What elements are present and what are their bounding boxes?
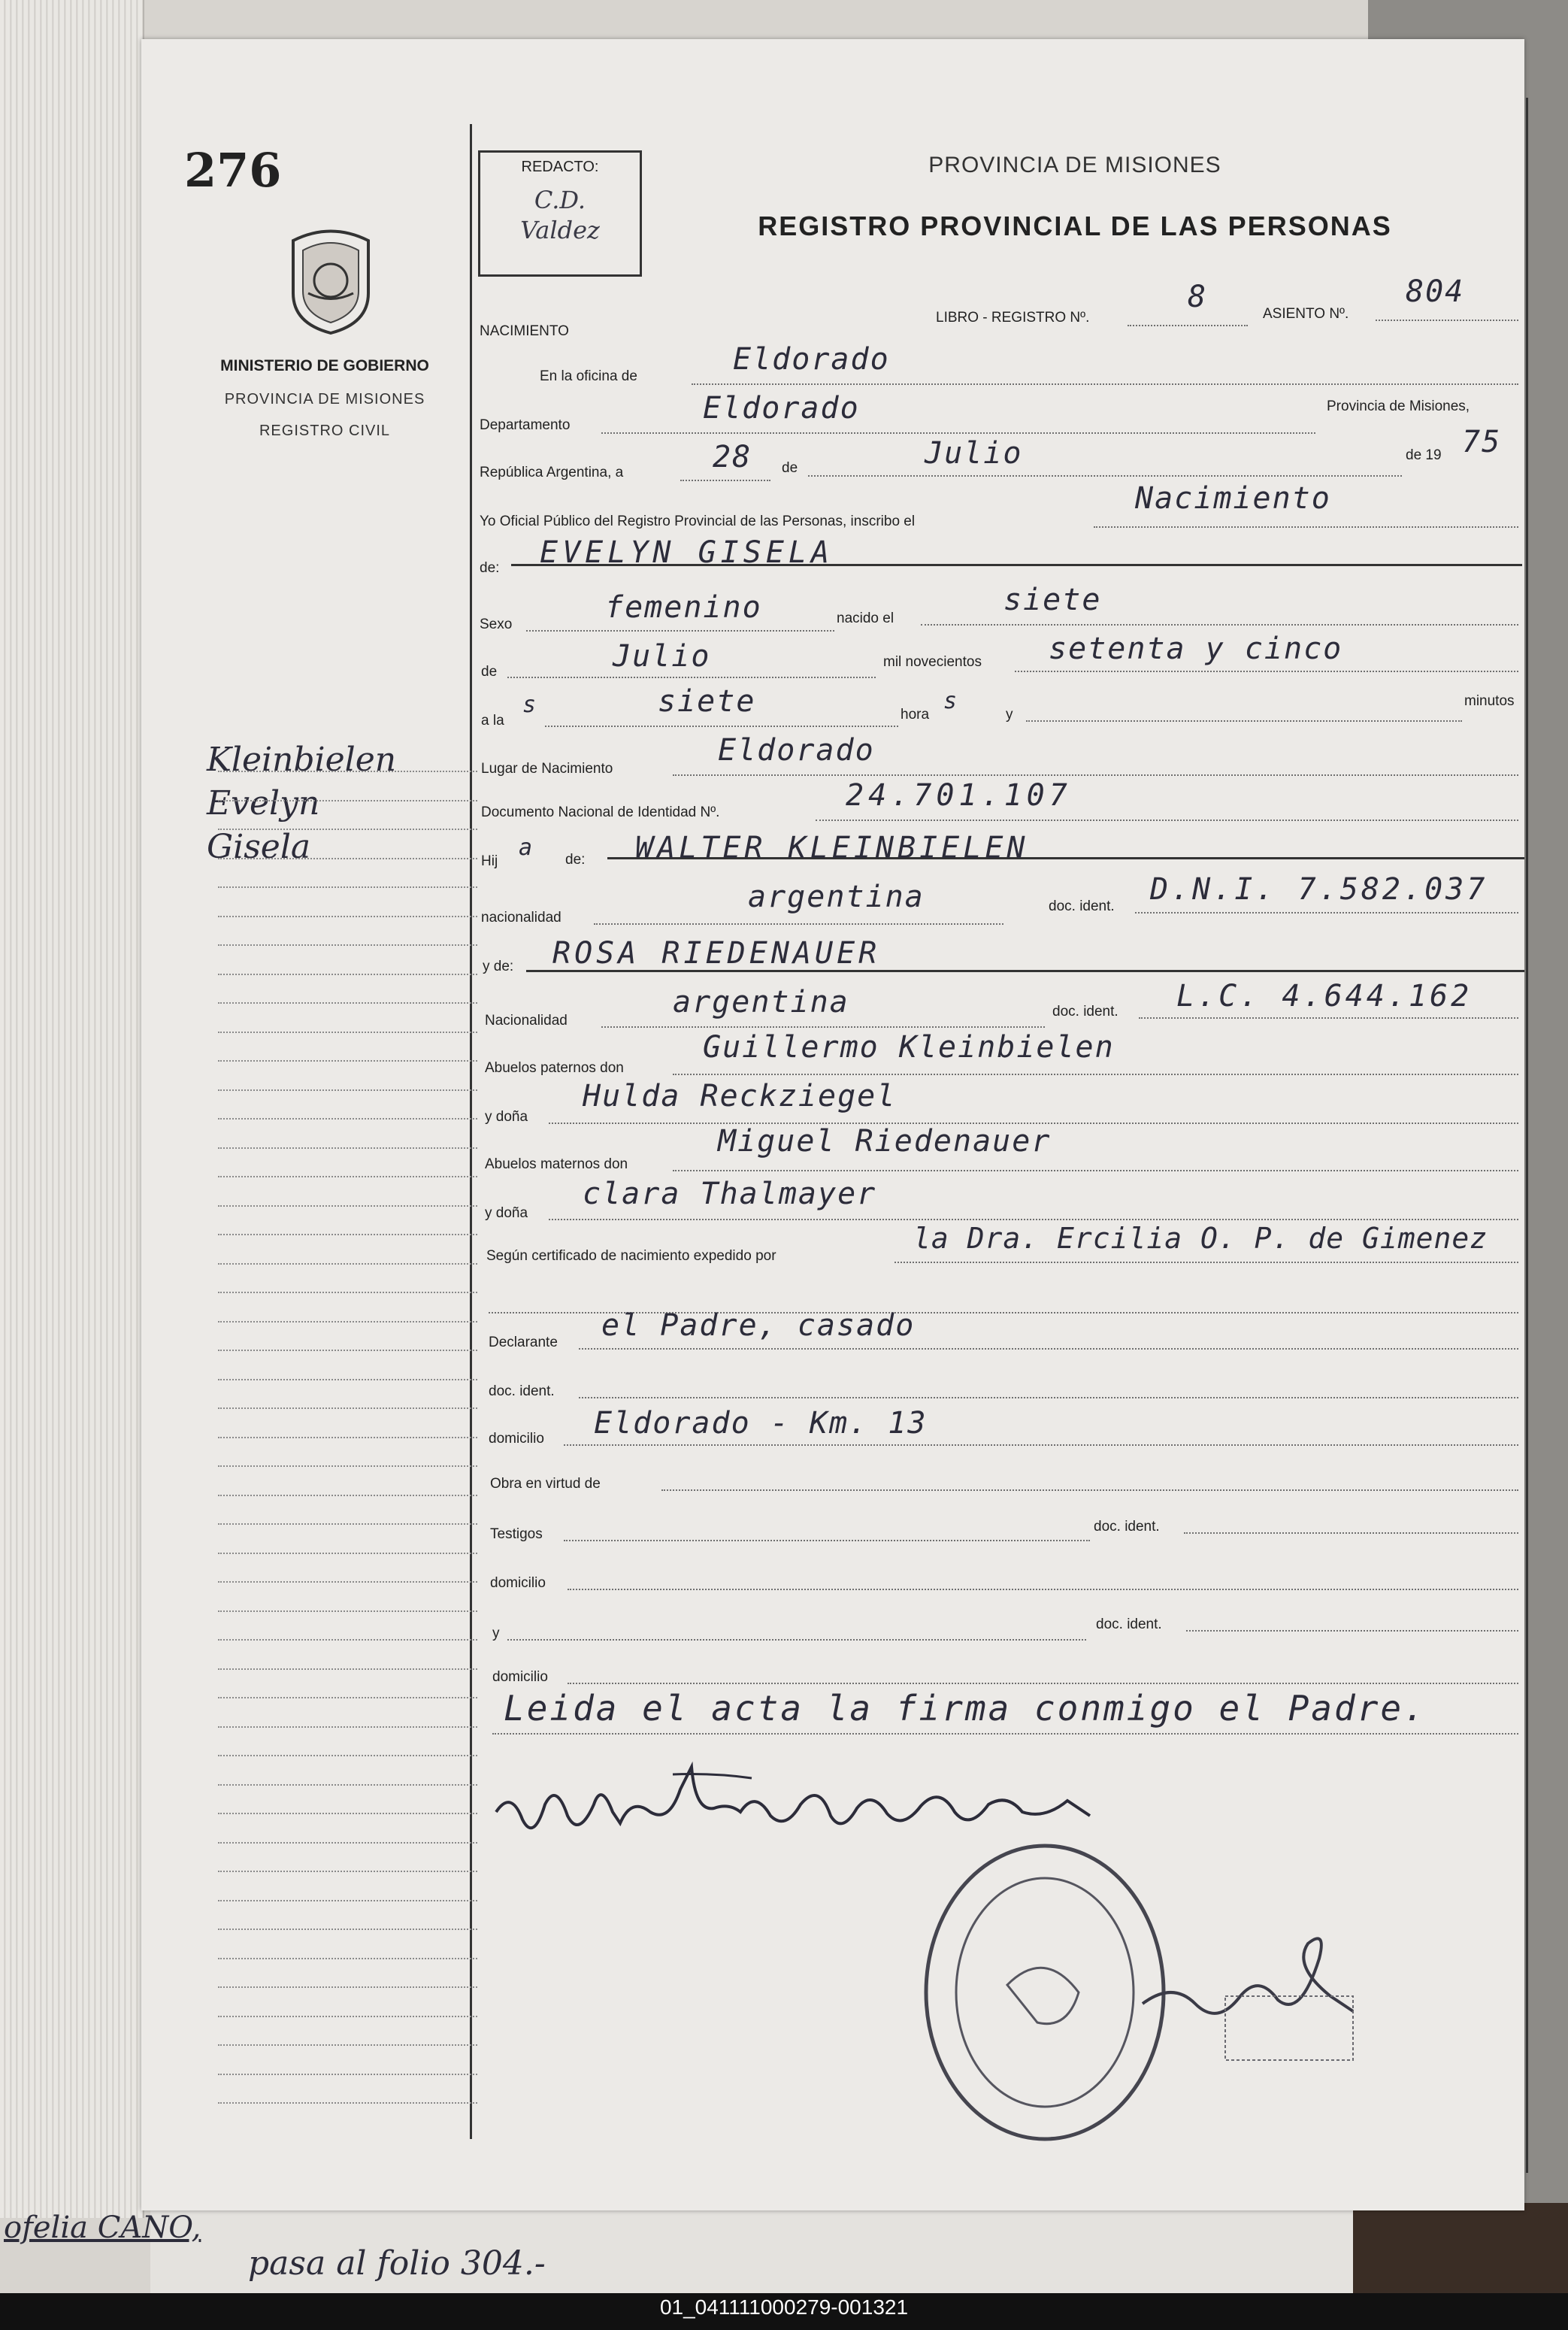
leida-text: Leida el acta la firma conmigo el Padre. [504, 1688, 1427, 1729]
left-column-rule [470, 124, 472, 2139]
bottom-note-right: pasa al folio 304.- [248, 2244, 546, 2283]
yo-oficial-label: Yo Oficial Público del Registro Provincial de las Personas, inscribo el [480, 514, 916, 529]
folio-number: 276 [184, 143, 282, 198]
anio-nac-line [1015, 671, 1518, 672]
margin-rule-line [218, 1407, 477, 1409]
abuelos-maternos-label: Abuelos maternos don [485, 1156, 628, 1172]
hij-value: a [519, 835, 534, 861]
margin-rule-line [218, 1900, 477, 1901]
margin-rule-line [218, 1321, 477, 1323]
departamento-line [601, 432, 1315, 434]
margin-rule-line [218, 1813, 477, 1814]
doc-testigo2-line [1186, 1630, 1518, 1632]
bottom-note-left: ofelia CANO, [4, 2210, 201, 2245]
doc-ident-testigo1-label: doc. ident. [1094, 1519, 1160, 1535]
y-de-label: y de: [483, 959, 514, 974]
margin-rule-line [218, 1002, 477, 1004]
mil-novecientos-label: mil novecientos [883, 654, 982, 670]
margin-rule-line [218, 1032, 477, 1033]
segun-label: Según certificado de nacimiento expedido por [486, 1248, 776, 1264]
domicilio-testigo2-label: domicilio [492, 1669, 548, 1685]
oficina-value: Eldorado [733, 342, 890, 377]
asiento-line [1376, 320, 1518, 321]
header-province: PROVINCIA DE MISIONES [928, 153, 1221, 177]
departamento-value: Eldorado [703, 391, 860, 426]
margin-rule-line [218, 858, 477, 859]
margin-note-surname: Kleinbielen [207, 741, 397, 779]
de-anio-label: de 19 [1406, 447, 1442, 463]
nac-padre-value: argentina [748, 880, 925, 914]
abuela-mat-line [549, 1219, 1518, 1220]
de-label: de [782, 460, 798, 476]
a-la-label: a la [481, 713, 504, 729]
testigo2-line [507, 1639, 1086, 1641]
leida-line [492, 1733, 1518, 1735]
domicilio-line [564, 1444, 1518, 1446]
nacimiento-label: NACIMIENTO [480, 323, 569, 339]
nacido-el-line [921, 624, 1518, 626]
margin-rule-line [218, 1610, 477, 1612]
margin-rule-line [218, 1060, 477, 1062]
footer-document-id: 01_041111000279-001321 [659, 2295, 909, 2319]
background-surface [1353, 2203, 1568, 2293]
registry-label-left: REGISTRO CIVIL [259, 423, 391, 439]
page-stack-edges [0, 0, 144, 2218]
margin-rule-line [218, 1784, 477, 1786]
margin-rule-line [218, 1205, 477, 1207]
margin-rule-line [218, 1263, 477, 1265]
certificado-value: la Dra. Ercilia O. P. de Gimenez [913, 1222, 1488, 1255]
mes-value: Julio [925, 436, 1023, 471]
abuelo-mat-line [673, 1170, 1518, 1171]
doc-padre-value: D.N.I. 7.582.037 [1150, 872, 1488, 907]
margin-rule-line [218, 1089, 477, 1091]
margin-rule-line [218, 1986, 477, 1988]
nombre-value: EVELYN GISELA [540, 535, 834, 570]
nac-padre-line [594, 923, 1003, 925]
y-dona-pat-label: y doña [485, 1109, 528, 1125]
margin-rule-line [218, 800, 477, 801]
official-signature [1128, 1913, 1368, 2064]
domicilio-label: domicilio [489, 1431, 544, 1447]
testigos-label: Testigos [490, 1526, 543, 1542]
margin-rule-line [218, 1726, 477, 1728]
asiento-label: ASIENTO Nº. [1263, 306, 1349, 322]
province-label-left: PROVINCIA DE MISIONES [224, 391, 425, 408]
anio-nac-value: setenta y cinco [1049, 632, 1343, 666]
lugar-line [673, 774, 1518, 776]
abuela-pat-value: Hulda Reckziegel [583, 1079, 897, 1113]
doc-ident-declarante-label: doc. ident. [489, 1383, 555, 1399]
nacionalidad-madre-label: Nacionalidad [485, 1013, 568, 1029]
certificado-line [894, 1262, 1518, 1263]
doc-ident-madre-label: doc. ident. [1052, 1004, 1118, 1020]
hora-line [545, 726, 898, 727]
sexo-value: femenino [605, 590, 762, 625]
redacto-box [478, 150, 642, 277]
dni-value: 24.701.107 [846, 778, 1072, 813]
abuelo-pat-value: Guillermo Kleinbielen [703, 1030, 1115, 1065]
hora-value: siete [658, 684, 756, 719]
margin-rule-line [218, 1581, 477, 1583]
libro-value: 8 [1188, 280, 1208, 314]
margin-rule-line [218, 1147, 477, 1149]
abuelo-pat-line [673, 1074, 1518, 1075]
de-padre-label: de: [565, 852, 586, 868]
hora-suffix: s [943, 688, 959, 714]
acto-value: Nacimiento [1135, 481, 1331, 516]
declarante-line [579, 1348, 1518, 1350]
margin-rule-line [218, 1639, 477, 1641]
margin-rule-line [218, 829, 477, 830]
nacido-el-label: nacido el [837, 611, 894, 626]
domicilio-testigo1-line [568, 1589, 1518, 1590]
sexo-label: Sexo [480, 617, 513, 632]
ministry-label: MINISTERIO DE GOBIERNO [220, 357, 429, 374]
declarante-value: el Padre, casado [601, 1308, 916, 1343]
oficina-line [692, 383, 1518, 385]
margin-rule-line [218, 1495, 477, 1496]
doc-madre-line [1139, 1017, 1518, 1019]
margin-note-first: Evelyn [207, 784, 320, 823]
right-border-rule [1526, 98, 1528, 2173]
margin-rule-line [218, 1292, 477, 1293]
redacto-value: C.D. Valdez [520, 186, 600, 244]
redacto-label: REDACTO: [521, 159, 599, 175]
margin-rule-line [218, 1842, 477, 1844]
de-mes-label: de [481, 664, 498, 680]
abuelo-mat-value: Miguel Riedenauer [718, 1124, 1052, 1159]
provincia-label: Provincia de Misiones, [1327, 398, 1470, 414]
libro-line [1128, 325, 1248, 326]
y-hora-label: y [1006, 707, 1013, 723]
margin-rule-line [218, 2016, 477, 2017]
a-la-value: s [522, 692, 538, 718]
margin-note-second: Gisela [207, 828, 311, 866]
domicilio-value: Eldorado - Km. 13 [594, 1406, 928, 1441]
margin-rule-line [218, 886, 477, 888]
obra-label: Obra en virtud de [490, 1476, 601, 1492]
hora-label: hora [901, 707, 930, 723]
margin-rule-line [218, 1755, 477, 1756]
libro-label: LIBRO - REGISTRO Nº. [936, 310, 1090, 326]
departamento-label: Departamento [480, 417, 571, 433]
margin-rule-line [218, 1465, 477, 1467]
margin-rule-line [218, 1697, 477, 1698]
oficina-label: En la oficina de [540, 368, 637, 384]
doc-ident-testigo2-label: doc. ident. [1096, 1616, 1162, 1632]
margin-rule-line [218, 1553, 477, 1554]
margin-rule-line [218, 771, 477, 772]
doc-padre-line [1135, 912, 1518, 914]
domicilio-testigo2-line [568, 1683, 1518, 1684]
margin-rule-line [218, 1958, 477, 1959]
margin-rule-line [218, 1350, 477, 1351]
obra-line [661, 1489, 1518, 1491]
margin-rule-line [218, 1929, 477, 1930]
doc-declarante-line [579, 1397, 1518, 1398]
doc-ident-padre-label: doc. ident. [1049, 898, 1115, 914]
dni-line [816, 820, 1518, 821]
margin-rule-line [218, 1668, 477, 1670]
testigo1-line [564, 1540, 1090, 1541]
margin-rule-line [218, 1379, 477, 1380]
coat-of-arms-icon [282, 222, 380, 335]
header-title: REGISTRO PROVINCIAL DE LAS PERSONAS [758, 211, 1392, 241]
mes-nac-line [507, 677, 876, 678]
nacido-el-value: siete [1003, 583, 1102, 617]
margin-rule-line [218, 2044, 477, 2046]
doc-testigo1-line [1184, 1532, 1518, 1534]
margin-rule-line [218, 916, 477, 917]
asiento-value: 804 [1406, 274, 1465, 309]
dni-label: Documento Nacional de Identidad Nº. [481, 804, 720, 820]
minutos-line [1026, 720, 1462, 722]
declarante-label: Declarante [489, 1335, 558, 1350]
margin-rule-line [218, 1118, 477, 1120]
margin-rule-line [218, 1437, 477, 1438]
mes-line [808, 475, 1402, 477]
mes-nac-value: Julio [613, 639, 711, 674]
padre-value: WALTER KLEINBIELEN [635, 831, 1029, 865]
margin-rule-line [218, 1176, 477, 1177]
nac-madre-value: argentina [673, 985, 849, 1020]
dia-line [680, 480, 770, 481]
lugar-value: Eldorado [718, 733, 875, 768]
nacionalidad-label: nacionalidad [481, 910, 562, 926]
nac-madre-line [601, 1026, 1045, 1028]
hij-label: Hij [481, 853, 498, 869]
margin-rule-line [218, 1871, 477, 1872]
acto-line [1094, 526, 1518, 528]
margin-rule-line [218, 974, 477, 975]
lugar-label: Lugar de Nacimiento [481, 761, 613, 777]
margin-rule-line [218, 1523, 477, 1525]
dia-value: 28 [713, 440, 752, 474]
madre-value: ROSA RIEDENAUER [552, 936, 881, 971]
de-nombre-label: de: [480, 560, 500, 576]
republica-label: República Argentina, a [480, 465, 624, 480]
anio-value: 75 [1462, 425, 1502, 459]
sexo-line [526, 630, 834, 632]
abuelos-paternos-label: Abuelos paternos don [485, 1060, 624, 1076]
margin-rule-line [218, 2102, 477, 2104]
y-testigo2-label: y [492, 1626, 500, 1641]
y-dona-mat-label: y doña [485, 1205, 528, 1221]
doc-madre-value: L.C. 4.644.162 [1176, 979, 1473, 1014]
margin-rule-line [218, 2074, 477, 2075]
margin-rule-line [218, 1234, 477, 1235]
abuela-mat-value: clara Thalmayer [583, 1177, 877, 1211]
margin-rule-line [218, 944, 477, 946]
minutos-label: minutos [1464, 693, 1515, 709]
domicilio-testigo1-label: domicilio [490, 1575, 546, 1591]
